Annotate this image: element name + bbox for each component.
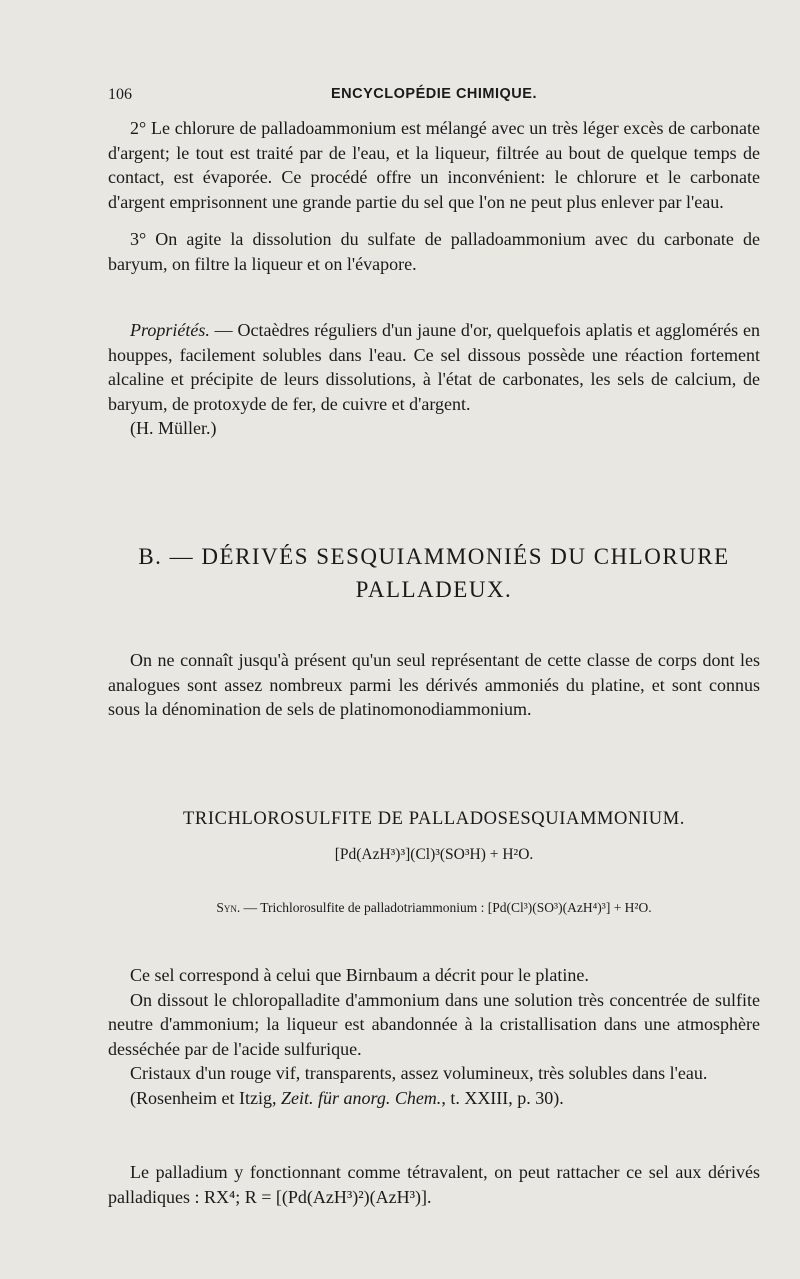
compound-paragraph: Cristaux d'un rouge vif, transparents, assez volumineux, très solubles dans l'eau. [130, 1063, 708, 1083]
properties-text: — Octaèdres réguliers d'un jaune d'or, quelquefois aplatis et agglomérés en houppes, facilement solubles dans l'eau. Ce sel dissous possède une réaction fortement alcaline et précipite de leurs dissolutions, à l'état de carbonates, les sels de calcium, de baryum, de protoxyde de fer, de cuivre et d'argent. [108, 320, 760, 414]
page-header [108, 86, 760, 110]
compound-description [108, 963, 760, 1110]
citation-journal: Zeit. für anorg. Chem. [280, 1087, 442, 1108]
preparation-steps [108, 116, 760, 276]
properties-label: Propriétés. [130, 320, 210, 340]
synonym-label: Syn. [216, 900, 241, 915]
properties-reference: (H. Müller.) [130, 418, 217, 438]
closing-paragraph: Le palladium y fonctionnant comme tétravalent, on peut rattacher ce sel aux dérivés palladiques : RX⁴; R = [(Pd(AzH³)²)(AzH³)]. [108, 1162, 760, 1207]
compound-synonym [108, 900, 760, 916]
section-intro-paragraph: On ne connaît jusqu'à présent qu'un seul représentant de cette classe de corps dont les analogues sont assez nombreux parmi les dérivés ammoniés du platine, et sont connus sous la dénomination de sels de platinomonodiammonium. [108, 650, 760, 719]
preparation-step-2: 2° Le chlorure de palladoammonium est mélangé avec un très léger excès de carbonate d'argent; le tout est traité par de l'eau, et la liqueur, filtrée au bout de quelque temps de contact, est évaporée. Ce procédé offre un inconvénient: le chlorure et le carbonate d'argent emprisonnent une grande partie du sel que l'on ne peut plus enlever par l'eau. [108, 118, 760, 212]
preparation-step-3: 3° On agite la dissolution du sulfate de palladoammonium avec du carbonate de baryum, on filtre la liqueur et on l'évapore. [108, 229, 760, 274]
section-heading-line1: B. — DÉRIVÉS SESQUIAMMONIÉS DU CHLORURE [138, 544, 730, 569]
citation-authors: (Rosenheim et Itzig, [130, 1087, 281, 1108]
section-intro [108, 648, 760, 722]
compound-citation [108, 1086, 760, 1111]
page-number: 106 [108, 86, 132, 103]
properties-paragraph [108, 318, 760, 416]
compound-heading: TRICHLOROSULFITE DE PALLADOSESQUIAMMONIUM. [183, 809, 685, 829]
compound-formula: [Pd(AzH³)³](Cl)³(SO³H) + H²O. [334, 846, 534, 863]
closing-section [108, 1160, 760, 1209]
running-title: ENCYCLOPÉDIE CHIMIQUE. [331, 86, 537, 102]
compound-paragraph: Ce sel correspond à celui que Birnbaum a décrit pour le platine. [130, 965, 589, 985]
citation-details: , t. XXIII, p. 30). [441, 1087, 564, 1108]
synonym-text: — Trichlorosulfite de palladotriammonium : [Pd(Cl³)(SO³)(AzH⁴)³] + H²O. [240, 900, 652, 915]
section-heading [108, 540, 760, 606]
properties-section [108, 318, 760, 441]
compound-paragraph: On dissout le chloropalladite d'ammonium dans une solution très concentrée de sulfite neutre d'ammonium; la liqueur est abandonnée à la cristallisation dans une atmosphère desséchée par de l'acide sulfurique. [108, 989, 760, 1059]
section-heading-line2: PALLADEUX. [355, 577, 513, 602]
